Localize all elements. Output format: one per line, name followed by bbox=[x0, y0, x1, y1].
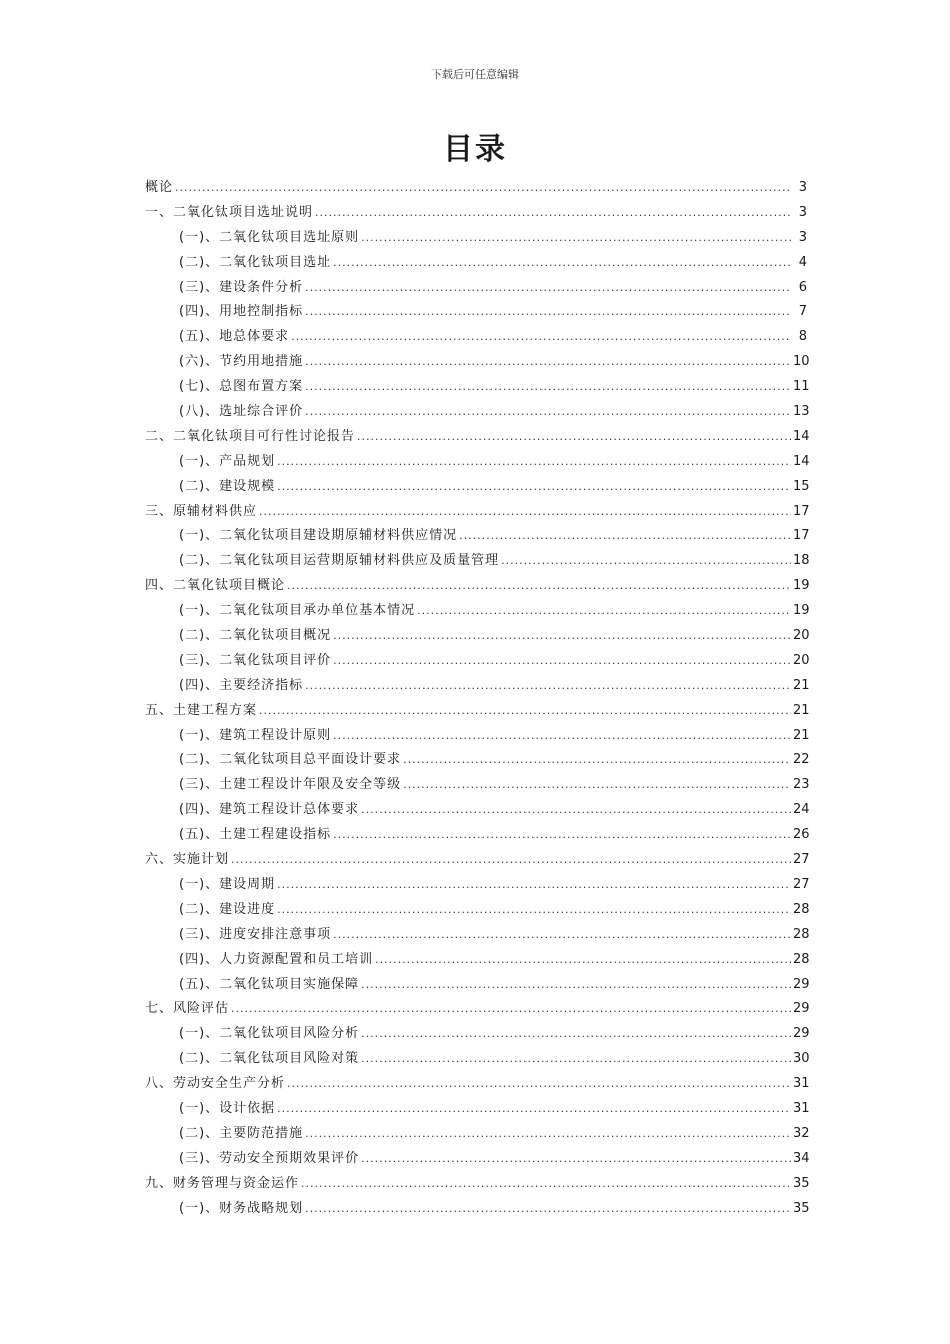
toc-entry-label: 概论 bbox=[145, 180, 174, 195]
toc-entry[interactable] bbox=[145, 649, 810, 674]
toc-entry-label: (四)、人力资源配置和员工培训 bbox=[179, 951, 374, 967]
toc-dot-leader bbox=[375, 948, 791, 973]
toc-entry-page-number: 34 bbox=[793, 1150, 810, 1166]
toc-entry[interactable] bbox=[145, 1047, 810, 1072]
toc-entry[interactable] bbox=[145, 1072, 810, 1097]
toc-entry-label: (四)、主要经济指标 bbox=[179, 677, 304, 693]
toc-entry-label: (一)、二氧化钛项目建设期原辅材料供应情况 bbox=[179, 528, 458, 544]
toc-entry[interactable] bbox=[145, 350, 810, 375]
toc-entry-page-number: 18 bbox=[793, 553, 810, 569]
toc-dot-leader bbox=[231, 997, 791, 1022]
toc-entry-page-number: 3 bbox=[798, 180, 807, 195]
toc-entry[interactable] bbox=[145, 973, 810, 998]
toc-entry-label: (三)、二氧化钛项目评价 bbox=[179, 652, 332, 668]
toc-entry[interactable] bbox=[145, 873, 810, 898]
toc-entry-page-number: 27 bbox=[793, 852, 810, 868]
toc-dot-leader bbox=[333, 923, 791, 948]
toc-dot-leader bbox=[403, 748, 791, 773]
toc-entry[interactable] bbox=[145, 624, 810, 649]
toc-dot-leader bbox=[333, 251, 791, 276]
toc-dot-leader bbox=[361, 1147, 791, 1172]
toc-entry-page-number: 4 bbox=[798, 254, 807, 270]
toc-dot-leader bbox=[287, 1072, 791, 1097]
toc-entry-label: 二、二氧化钛项目可行性讨论报告 bbox=[145, 428, 356, 444]
toc-entry-label: 四、二氧化钛项目概论 bbox=[145, 578, 286, 594]
toc-entry-page-number: 15 bbox=[793, 478, 810, 494]
toc-dot-leader bbox=[301, 1172, 791, 1197]
toc-entry-page-number: 31 bbox=[793, 1076, 810, 1092]
toc-entry-page-number: 27 bbox=[793, 876, 810, 892]
toc-dot-leader bbox=[361, 798, 791, 823]
toc-entry[interactable] bbox=[145, 176, 807, 201]
toc-dot-leader bbox=[175, 176, 791, 201]
toc-entry-page-number: 21 bbox=[793, 677, 810, 693]
toc-dot-leader bbox=[361, 1022, 791, 1047]
toc-dot-leader bbox=[333, 649, 791, 674]
toc-dot-leader bbox=[305, 1197, 791, 1222]
table-of-contents bbox=[145, 176, 810, 1221]
toc-dot-leader bbox=[277, 898, 791, 923]
toc-entry-page-number: 20 bbox=[793, 652, 810, 668]
toc-entry-label: (一)、财务战略规划 bbox=[179, 1200, 304, 1216]
toc-entry-page-number: 28 bbox=[793, 926, 810, 942]
toc-entry-label: (一)、二氧化钛项目风险分析 bbox=[179, 1026, 360, 1042]
toc-entry[interactable] bbox=[145, 400, 810, 425]
toc-entry-page-number: 7 bbox=[798, 304, 807, 320]
toc-entry[interactable] bbox=[145, 1097, 810, 1122]
toc-entry-label: (二)、二氧化钛项目风险对策 bbox=[179, 1051, 360, 1067]
toc-entry-page-number: 28 bbox=[793, 901, 810, 917]
toc-entry-page-number: 3 bbox=[798, 204, 807, 220]
toc-entry-page-number: 29 bbox=[793, 1001, 810, 1017]
toc-entry[interactable] bbox=[145, 276, 807, 301]
toc-entry[interactable] bbox=[145, 848, 810, 873]
toc-entry[interactable] bbox=[145, 201, 807, 226]
toc-dot-leader bbox=[277, 475, 791, 500]
toc-entry[interactable] bbox=[145, 773, 810, 798]
toc-entry[interactable] bbox=[145, 599, 810, 624]
toc-entry-label: (二)、建设规模 bbox=[179, 478, 276, 494]
toc-entry-label: (五)、二氧化钛项目实施保障 bbox=[179, 976, 360, 992]
toc-dot-leader bbox=[277, 1097, 791, 1122]
toc-entry[interactable] bbox=[145, 748, 810, 773]
toc-entry-label: 五、土建工程方案 bbox=[145, 702, 258, 718]
toc-entry-label: (二)、二氧化钛项目选址 bbox=[179, 254, 332, 270]
toc-dot-leader bbox=[417, 599, 791, 624]
page-title: 目录 bbox=[443, 132, 507, 167]
toc-entry[interactable] bbox=[145, 1172, 810, 1197]
toc-entry[interactable] bbox=[145, 898, 810, 923]
toc-entry-page-number: 6 bbox=[798, 279, 807, 295]
toc-entry-page-number: 10 bbox=[793, 354, 810, 370]
toc-dot-leader bbox=[259, 500, 791, 525]
toc-entry-page-number: 13 bbox=[793, 404, 810, 420]
toc-dot-leader bbox=[305, 300, 791, 325]
toc-entry-page-number: 14 bbox=[793, 453, 810, 469]
toc-entry-page-number: 21 bbox=[793, 702, 810, 718]
toc-entry-page-number: 24 bbox=[793, 802, 810, 818]
toc-entry-label: 七、风险评估 bbox=[145, 1001, 230, 1017]
toc-entry[interactable] bbox=[145, 997, 810, 1022]
toc-entry-label: 六、实施计划 bbox=[145, 852, 230, 868]
toc-entry-label: (三)、建设条件分析 bbox=[179, 279, 304, 295]
toc-entry-label: (一)、建设周期 bbox=[179, 876, 276, 892]
header-note: 下载后可任意编辑 bbox=[431, 68, 519, 81]
toc-entry[interactable] bbox=[145, 1022, 810, 1047]
toc-entry-page-number: 17 bbox=[793, 528, 810, 544]
toc-entry[interactable] bbox=[145, 674, 810, 699]
toc-entry[interactable] bbox=[145, 375, 810, 400]
toc-entry-label: (三)、进度安排注意事项 bbox=[179, 926, 332, 942]
toc-entry-page-number: 32 bbox=[793, 1125, 810, 1141]
toc-entry-page-number: 35 bbox=[793, 1200, 810, 1216]
toc-dot-leader bbox=[361, 226, 791, 251]
toc-entry[interactable] bbox=[145, 1147, 810, 1172]
toc-entry[interactable] bbox=[145, 300, 807, 325]
toc-entry[interactable] bbox=[145, 450, 810, 475]
toc-dot-leader bbox=[361, 973, 791, 998]
toc-dot-leader bbox=[305, 674, 791, 699]
toc-entry[interactable] bbox=[145, 948, 810, 973]
toc-dot-leader bbox=[305, 375, 791, 400]
toc-entry-page-number: 21 bbox=[793, 727, 810, 743]
toc-entry-page-number: 19 bbox=[793, 578, 810, 594]
toc-dot-leader bbox=[403, 773, 791, 798]
toc-entry[interactable] bbox=[145, 325, 807, 350]
toc-entry-label: (三)、土建工程设计年限及安全等级 bbox=[179, 777, 402, 793]
toc-dot-leader bbox=[501, 549, 791, 574]
toc-entry-label: (一)、建筑工程设计原则 bbox=[179, 727, 332, 743]
toc-entry-page-number: 23 bbox=[793, 777, 810, 793]
toc-entry[interactable] bbox=[145, 574, 810, 599]
toc-dot-leader bbox=[287, 574, 791, 599]
toc-dot-leader bbox=[333, 823, 791, 848]
toc-dot-leader bbox=[361, 1047, 791, 1072]
toc-entry-label: (一)、二氧化钛项目选址原则 bbox=[179, 229, 360, 245]
toc-entry-label: 八、劳动安全生产分析 bbox=[145, 1076, 286, 1092]
toc-entry-page-number: 11 bbox=[793, 379, 810, 395]
toc-dot-leader bbox=[277, 450, 791, 475]
toc-entry[interactable] bbox=[145, 798, 810, 823]
toc-dot-leader bbox=[305, 1122, 791, 1147]
toc-entry-label: (四)、用地控制指标 bbox=[179, 304, 304, 320]
toc-entry-label: (一)、二氧化钛项目承办单位基本情况 bbox=[179, 603, 416, 619]
toc-entry-page-number: 22 bbox=[793, 752, 810, 768]
toc-dot-leader bbox=[305, 400, 791, 425]
toc-entry-page-number: 19 bbox=[793, 603, 810, 619]
toc-entry-page-number: 20 bbox=[793, 628, 810, 644]
toc-entry-label: (二)、二氧化钛项目概况 bbox=[179, 628, 332, 644]
toc-dot-leader bbox=[291, 325, 791, 350]
toc-entry-page-number: 8 bbox=[798, 329, 807, 345]
toc-entry-label: (四)、建筑工程设计总体要求 bbox=[179, 802, 360, 818]
toc-entry-label: (六)、节约用地措施 bbox=[179, 354, 304, 370]
toc-entry-page-number: 30 bbox=[793, 1051, 810, 1067]
toc-entry[interactable] bbox=[145, 524, 810, 549]
toc-entry-label: (二)、建设进度 bbox=[179, 901, 276, 917]
toc-dot-leader bbox=[305, 350, 791, 375]
toc-entry-label: (一)、设计依据 bbox=[179, 1100, 276, 1116]
toc-entry-label: 三、原辅材料供应 bbox=[145, 503, 258, 519]
toc-dot-leader bbox=[459, 524, 791, 549]
toc-entry-page-number: 14 bbox=[793, 428, 810, 444]
toc-entry-label: (七)、总图布置方案 bbox=[179, 379, 304, 395]
toc-dot-leader bbox=[333, 724, 791, 749]
toc-entry[interactable] bbox=[145, 475, 810, 500]
toc-entry[interactable] bbox=[145, 699, 810, 724]
toc-dot-leader bbox=[315, 201, 791, 226]
toc-entry-label: (二)、主要防范措施 bbox=[179, 1125, 304, 1141]
toc-entry[interactable] bbox=[145, 226, 807, 251]
toc-entry-label: (二)、二氧化钛项目运营期原辅材料供应及质量管理 bbox=[179, 553, 500, 569]
toc-entry-page-number: 31 bbox=[793, 1100, 810, 1116]
toc-entry-page-number: 28 bbox=[793, 951, 810, 967]
toc-entry-label: (二)、二氧化钛项目总平面设计要求 bbox=[179, 752, 402, 768]
toc-entry-page-number: 3 bbox=[798, 229, 807, 245]
toc-entry-page-number: 29 bbox=[793, 976, 810, 992]
toc-entry-page-number: 35 bbox=[793, 1175, 810, 1191]
toc-entry-page-number: 29 bbox=[793, 1026, 810, 1042]
toc-dot-leader bbox=[357, 425, 791, 450]
toc-entry[interactable] bbox=[145, 923, 810, 948]
toc-dot-leader bbox=[277, 873, 791, 898]
toc-dot-leader bbox=[259, 699, 791, 724]
toc-entry[interactable] bbox=[145, 724, 810, 749]
toc-entry[interactable] bbox=[145, 251, 807, 276]
toc-entry[interactable] bbox=[145, 425, 810, 450]
toc-entry-label: (八)、选址综合评价 bbox=[179, 404, 304, 420]
toc-dot-leader bbox=[333, 624, 791, 649]
toc-entry-label: (五)、地总体要求 bbox=[179, 329, 290, 345]
toc-dot-leader bbox=[231, 848, 791, 873]
toc-entry-label: (一)、产品规划 bbox=[179, 453, 276, 469]
toc-dot-leader bbox=[305, 276, 791, 301]
toc-entry-label: 一、二氧化钛项目选址说明 bbox=[145, 204, 314, 220]
toc-entry[interactable] bbox=[145, 823, 810, 848]
toc-entry-label: (三)、劳动安全预期效果评价 bbox=[179, 1150, 360, 1166]
toc-entry-label: (五)、土建工程建设指标 bbox=[179, 827, 332, 843]
toc-entry[interactable] bbox=[145, 1122, 810, 1147]
toc-entry-page-number: 17 bbox=[793, 503, 810, 519]
toc-entry[interactable] bbox=[145, 549, 810, 574]
toc-entry[interactable] bbox=[145, 500, 810, 525]
toc-entry[interactable] bbox=[145, 1197, 810, 1222]
toc-entry-label: 九、财务管理与资金运作 bbox=[145, 1175, 300, 1191]
toc-entry-page-number: 26 bbox=[793, 827, 810, 843]
